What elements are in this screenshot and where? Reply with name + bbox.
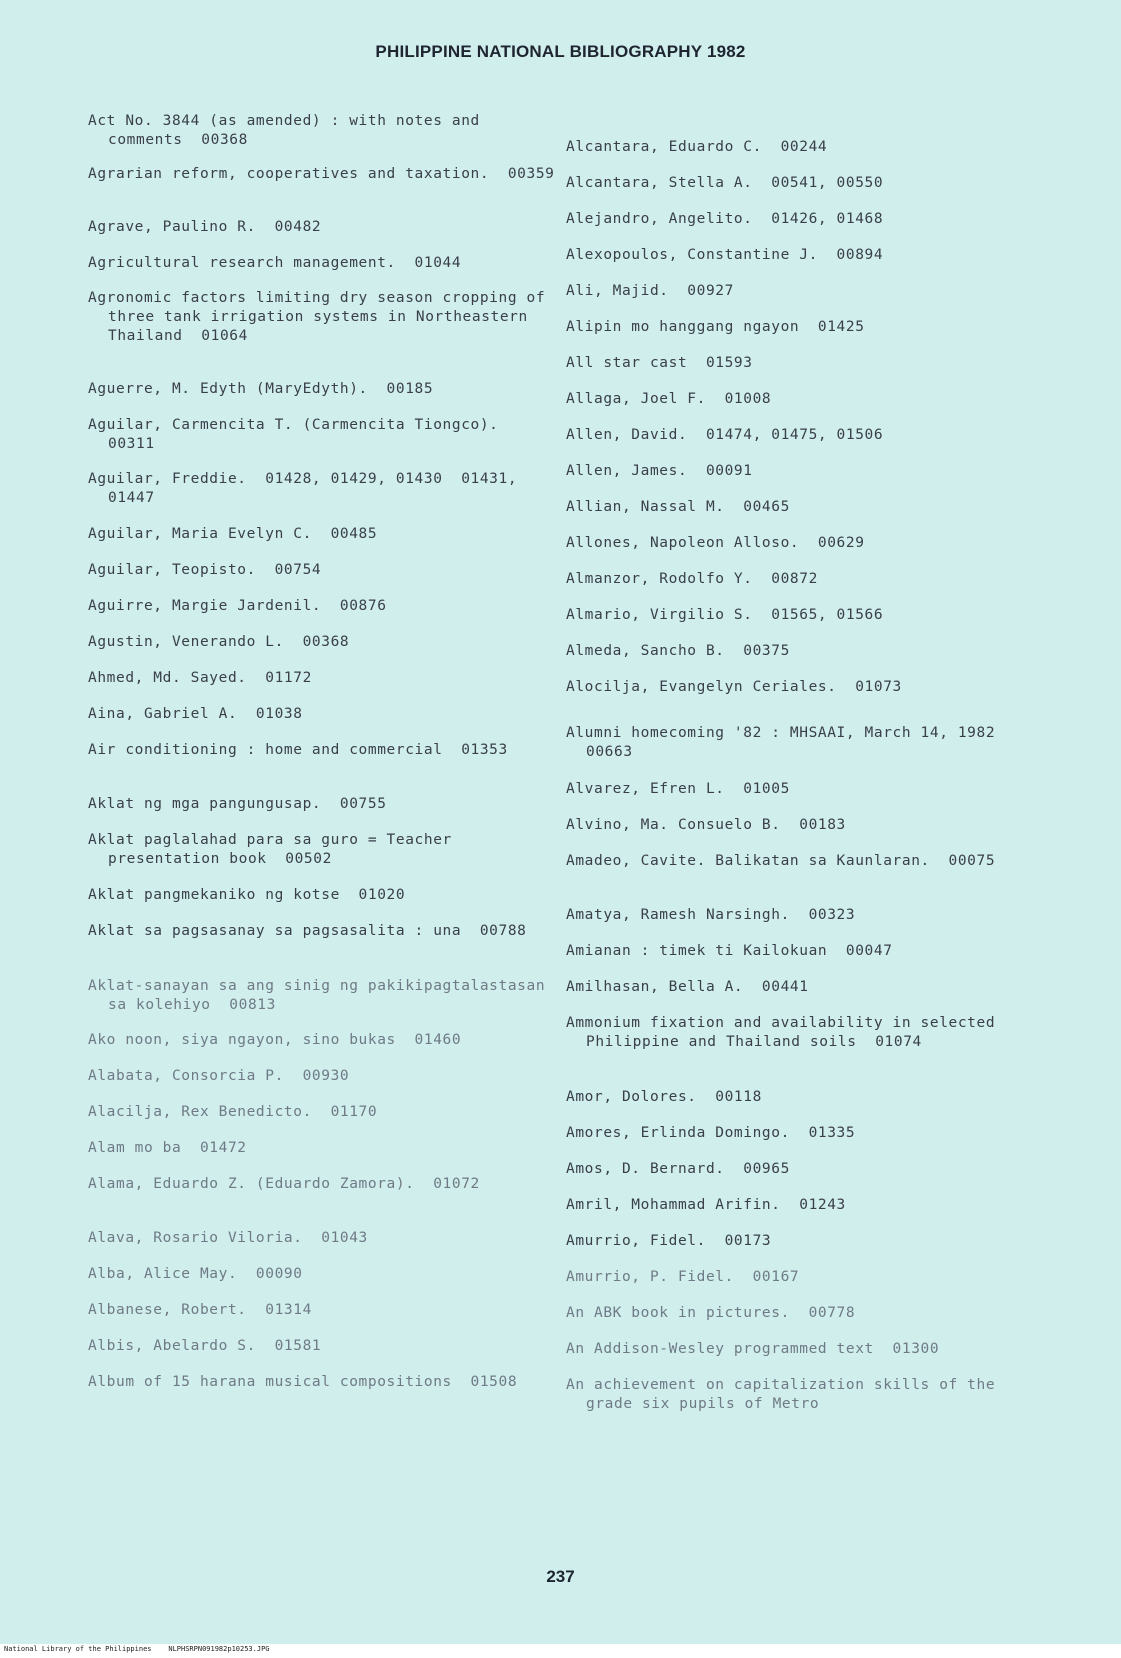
index-entry: Amianan : timek ti Kailokuan 00047 <box>566 943 893 959</box>
footer-caption: National Library of the Philippines NLPHSRPN091982p10253.JPG <box>4 1645 270 1653</box>
index-entry: Allian, Nassal M. 00465 <box>566 499 790 515</box>
index-entry: Almanzor, Rodolfo Y. 00872 <box>566 571 818 587</box>
index-entry: Aklat paglalahad para sa guro = Teacher presentation book 00502 <box>88 832 462 867</box>
index-entry: Alacilja, Rex Benedicto. 01170 <box>88 1104 378 1120</box>
index-entry: Allaga, Joel F. 01008 <box>566 391 772 407</box>
index-entry: Amadeo, Cavite. Balikatan sa Kaunlaran. 00075 <box>566 853 996 869</box>
index-entry: Album of 15 harana musical compositions 01508 <box>88 1374 518 1390</box>
index-entry: Almario, Virgilio S. 01565, 01566 <box>566 607 884 623</box>
index-entry: Amurrio, P. Fidel. 00167 <box>566 1269 800 1285</box>
index-entry: Act No. 3844 (as amended) : with notes and comments 00368 <box>88 113 490 148</box>
index-entry: An Addison-Wesley programmed text 01300 <box>566 1341 940 1357</box>
index-entry: Alba, Alice May. 00090 <box>88 1266 303 1282</box>
index-entry: Agustin, Venerando L. 00368 <box>88 634 350 650</box>
index-entry: Agricultural research management. 01044 <box>88 255 462 271</box>
index-entry: Aklat pangmekaniko ng kotse 01020 <box>88 887 406 903</box>
footer-bar <box>0 1644 1121 1658</box>
index-entry: Alcantara, Stella A. 00541, 00550 <box>566 175 884 191</box>
index-entry: Agrave, Paulino R. 00482 <box>88 219 322 235</box>
index-entry: Aguirre, Margie Jardenil. 00876 <box>88 598 387 614</box>
index-entry: Alocilja, Evangelyn Ceriales. 01073 <box>566 679 902 695</box>
index-entry: Amor, Dolores. 00118 <box>566 1089 762 1105</box>
index-entry: Aguerre, M. Edyth (MaryEdyth). 00185 <box>88 381 434 397</box>
index-entry: Allones, Napoleon Alloso. 00629 <box>566 535 865 551</box>
index-entry: Aguilar, Maria Evelyn C. 00485 <box>88 526 378 542</box>
index-entry: Alama, Eduardo Z. (Eduardo Zamora). 01072 <box>88 1176 480 1192</box>
index-entry: Alabata, Consorcia P. 00930 <box>88 1068 350 1084</box>
index-entry: Aguilar, Carmencita T. (Carmencita Tiongco). 00311 <box>88 417 518 452</box>
index-entry: Aklat sa pagsasanay sa pagsasalita : una 00788 <box>88 923 527 939</box>
index-entry: Amurrio, Fidel. 00173 <box>566 1233 772 1249</box>
index-entry: Ahmed, Md. Sayed. 01172 <box>88 670 312 686</box>
index-entry: Aina, Gabriel A. 01038 <box>88 706 303 722</box>
index-entry: An achievement on capitalization skills of the grade six pupils of Metro <box>566 1377 1005 1412</box>
index-entry: Alexopoulos, Constantine J. 00894 <box>566 247 884 263</box>
index-entry: Aguilar, Teopisto. 00754 <box>88 562 322 578</box>
index-entry: Ali, Majid. 00927 <box>566 283 734 299</box>
index-entry: Aguilar, Freddie. 01428, 01429, 01430 01431, 01447 <box>88 471 527 506</box>
index-entry: Allen, David. 01474, 01475, 01506 <box>566 427 884 443</box>
index-entry: Aklat ng mga pangungusap. 00755 <box>88 796 387 812</box>
index-entry: Air conditioning : home and commercial 01353 <box>88 742 508 758</box>
index-entry: Ammonium fixation and availability in selected Philippine and Thailand soils 01074 <box>566 1015 1005 1050</box>
index-entry: Alcantara, Eduardo C. 00244 <box>566 139 828 155</box>
index-entry: Alejandro, Angelito. 01426, 01468 <box>566 211 884 227</box>
index-entry: Albanese, Robert. 01314 <box>88 1302 312 1318</box>
index-entry: An ABK book in pictures. 00778 <box>566 1305 856 1321</box>
index-entry: Alumni homecoming '82 : MHSAAI, March 14, 1982 00663 <box>566 725 1014 760</box>
index-entry: Amilhasan, Bella A. 00441 <box>566 979 809 995</box>
index-entry: Alvino, Ma. Consuelo B. 00183 <box>566 817 846 833</box>
index-entry: Aklat-sanayan sa ang sinig ng pakikipagtalastasan sa kolehiyo 00813 <box>88 978 555 1013</box>
index-entry: Alipin mo hanggang ngayon 01425 <box>566 319 865 335</box>
index-entry: Alvarez, Efren L. 01005 <box>566 781 790 797</box>
index-entry: Agronomic factors limiting dry season cropping of three tank irrigation systems in Northeastern Thailand 01064 <box>88 290 555 344</box>
index-entry: Amos, D. Bernard. 00965 <box>566 1161 790 1177</box>
index-entry: Amores, Erlinda Domingo. 01335 <box>566 1125 856 1141</box>
index-entry: Albis, Abelardo S. 01581 <box>88 1338 322 1354</box>
index-entry: Ako noon, siya ngayon, sino bukas 01460 <box>88 1032 462 1048</box>
index-entry: Amatya, Ramesh Narsingh. 00323 <box>566 907 856 923</box>
page-header-title: PHILIPPINE NATIONAL BIBLIOGRAPHY 1982 <box>375 42 746 61</box>
index-entry: Agrarian reform, cooperatives and taxation. 00359 <box>88 166 555 182</box>
index-entry: Amril, Mohammad Arifin. 01243 <box>566 1197 846 1213</box>
index-entry: Alam mo ba 01472 <box>88 1140 247 1156</box>
index-entry: Almeda, Sancho B. 00375 <box>566 643 790 659</box>
index-entry: Alava, Rosario Viloria. 01043 <box>88 1230 368 1246</box>
page-number: 237 <box>546 1567 575 1586</box>
index-entry: All star cast 01593 <box>566 355 753 371</box>
index-entry: Allen, James. 00091 <box>566 463 753 479</box>
